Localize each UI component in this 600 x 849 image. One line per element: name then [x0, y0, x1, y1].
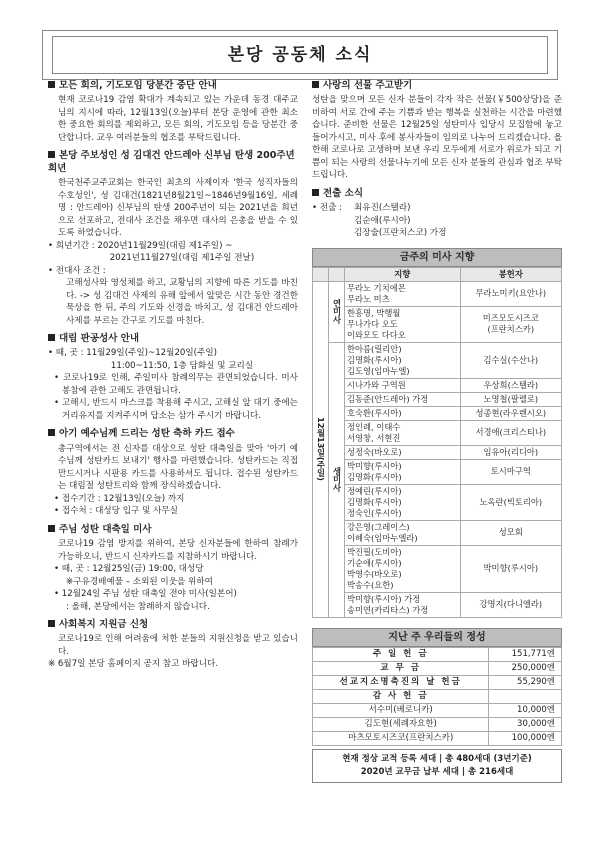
offertory-label: 선교지소명축진의 날 헌금 [313, 675, 489, 689]
transfer-name: 김순애(루시아) [354, 215, 411, 226]
intention-row [313, 520, 562, 545]
offerer-cell: 김수실(수산나) [460, 342, 561, 378]
transfer-label: • 전출 : [312, 203, 343, 214]
card-period: • 접수기간 : 12월13일(오늘) 까지 [54, 493, 185, 504]
intent-cell: 박미향(루시아) 김명화(루시아) [345, 459, 461, 484]
mass-intentions-table [312, 267, 562, 618]
page-title: 본당 공동체 소식 [227, 44, 373, 65]
mass-date: 12월13일(주일) [313, 281, 329, 617]
offerer-cell: 서경애(크리스티나) [460, 420, 561, 445]
thanks-offering-row [313, 717, 562, 731]
offertory-row [313, 647, 562, 661]
donor-amount: 30,000엔 [489, 717, 562, 731]
offerer-cell: 노명철(팔렐로) [460, 392, 561, 406]
transfer-name: 최유진(스텔라) [354, 203, 411, 214]
mass-time: • 때, 곳 : 12월25일(금) 19:00, 대성당 [54, 564, 204, 575]
square-bullet-icon [312, 81, 319, 88]
right-column [312, 80, 562, 783]
intent-cell: 강은영(그레이스) 이혜숙(임마누엘라) [345, 520, 461, 545]
intention-row [313, 545, 562, 592]
intent-cell: 호숙환(루시아) [345, 406, 461, 420]
confession-time: • 때, 곳 : 11월29일(주일)~12월20일(주일) [48, 348, 217, 359]
offertory-row [313, 675, 562, 689]
offertory-table [312, 647, 562, 746]
registered-households: 현재 정상 교적 등록 세대 | 총 480세대 (3년기준) [342, 753, 532, 764]
welfare-note: ※ 6월7일 본당 홈페이지 공지 참고 바랍니다. [48, 659, 219, 670]
intention-row [313, 406, 562, 420]
square-bullet-icon [48, 81, 55, 88]
donor-name: 서수미(베로니카) [313, 703, 489, 717]
intention-row [313, 459, 562, 484]
notice-confession [48, 333, 298, 422]
parish-stats [312, 749, 562, 783]
donor-amount: 100,000엔 [489, 731, 562, 745]
offerer-cell: 미즈모도시즈코 (프란치스카) [460, 306, 561, 342]
tithe-households: 2020년 교무금 납부 세대 | 총 216세대 [360, 766, 514, 777]
indulgence-condition: 고해성사와 영성체를 하고, 교황님의 지향에 따른 기도를 바친다. -> 성 김대건 사제의 유해 앞에서 앞맞은 시간 동안 경건한 묵상을 한 뒤, 주의 기도와 신경을 바치고, 성 김대건 안드레아 사제를 부르는 간구로 기도를 마친다. [66, 278, 298, 326]
section-heading: 주님 성탄 대축일 미사 [59, 523, 152, 535]
offerer-cell: 박미향(루시아) [460, 545, 561, 592]
square-bullet-icon [48, 525, 55, 532]
thanks-offering-header [313, 689, 562, 703]
intent-cell: 성정숙(바오로) [345, 445, 461, 459]
section-body: 현재 코로나19 감염 확대가 계속되고 있는 가운데 동경 대주교님의 지시에 따라, 12월13일(오늘)부터 본당 운영에 관한 최소한 중요한 회의를 제외하고, 모든 회의, 기도모임 등을 당분간 중단합니다. 교우 여러분들의 협조를 부탁드립니다. [58, 95, 298, 143]
notice-jubilee [48, 150, 298, 327]
intention-row [313, 281, 562, 306]
offertory-amount: 250,000엔 [489, 661, 562, 675]
square-bullet-icon [48, 151, 55, 158]
intent-cell: 한아름(릴리안) 김명화(루시아) 김도영(임마누엘) [345, 342, 461, 378]
section-heading: 아기 예수님께 드리는 성탄 축하 카드 접수 [59, 428, 235, 440]
offerer-cell: 성모회 [460, 520, 561, 545]
section-body: 코로나19로 인해 어려움에 처한 분들의 지원신청을 받고 있습니다. [58, 634, 298, 657]
notice-christmas-card [48, 428, 298, 517]
section-heading: 대림 판공성사 안내 [59, 333, 140, 345]
square-bullet-icon [312, 189, 319, 196]
offertory-label: 주 일 헌 금 [313, 647, 489, 661]
offertory-amount: 55,290엔 [489, 675, 562, 689]
intention-row [313, 342, 562, 378]
offertory-row [313, 661, 562, 675]
mass-offering-note: ※구유경배예물 – 소외된 이웃을 위하여 [66, 576, 213, 587]
section-heading: 사회복지 지원금 신청 [59, 619, 149, 631]
offerer-cell: 무라노미키(요안나) [460, 281, 561, 306]
confession-note-1: • 코로나19로 인해, 주일미사 참례의무는 관면되었습니다. 미사봉참에 관한 고해도 관면됩니다. [54, 373, 298, 396]
title-inner-frame [52, 36, 548, 74]
offerer-cell: 토시마구역 [460, 459, 561, 484]
donor-name: 마츠모토시즈코(프란치스카) [313, 731, 489, 745]
intent-cell: 김동준(안드레아) 가정 [345, 392, 461, 406]
section-heading: 전출 소식 [323, 187, 364, 199]
indulgence-condition-label: • 전대사 조건 : [48, 265, 106, 276]
section-heading: 본당 주보성인 성 김대건 안드레아 신부님 탄생 200주년 희년 [48, 150, 295, 174]
offerer-cell: 강명지(다니엘라) [460, 592, 561, 617]
section-body: 한국천주교주교회는 한국인 최초의 사제이자 '한국 성직자들의 수호성인', 성 김대건(1821년8월21일~1846년9월16일, 세례명 : 안드레아) 신부님의 탄생 200주년이 되는 2021년을 희년으로 선포하고, 전대사 조건을 채우면 대사의 은총을 받을 수 있도록 하였습니다. [58, 178, 298, 239]
notice-gift-exchange [312, 80, 562, 182]
donor-amount: 10,000엔 [489, 703, 562, 717]
section-body: 총구역에서는 전 신자를 대상으로 성탄 대축일을 맞아 '아기 예수님께 성탄카드 보내기' 행사를 마련했습니다. 성탄카드는 직접 만드시거나 시판용 카드를 사용하셔도 됩니다. 접수된 성탄카드는 대림절 성탄트리와 함께 장식하겠습니다. [58, 443, 298, 492]
mass-intentions-title: 금주의 미사 지향 [312, 248, 562, 267]
intention-row [313, 445, 562, 459]
header-offerer: 봉헌자 [460, 267, 561, 281]
donor-name: 김도현(세례자요한) [313, 717, 489, 731]
thanks-offering-label: 감 사 헌 금 [313, 689, 489, 703]
eve-mass: • 12월24일 주님 성탄 대축일 전야 미사(일본어) [54, 589, 237, 600]
offerer-cell: 임유아(리디아) [460, 445, 561, 459]
section-body: 코로나19 감염 방지를 위하여, 본당 신자분들에 한하여 참례가 가능하오니, 반드시 신자카드를 지참하시기 바랍니다. [58, 539, 298, 562]
card-place: • 접수처 : 대성당 입구 및 사무실 [54, 506, 178, 517]
thanks-offering-row [313, 731, 562, 745]
square-bullet-icon [48, 620, 55, 627]
intention-row [313, 306, 562, 342]
offertory-amount: 151,771엔 [489, 647, 562, 661]
offertory-title: 지난 주 우리들의 정성 [312, 628, 562, 647]
transfer-name: 김장술(프란치스코) 가정 [354, 228, 447, 239]
thanks-offering-blank [489, 689, 562, 703]
left-column [48, 80, 298, 677]
notice-christmas-mass [48, 524, 298, 613]
intention-row [313, 392, 562, 406]
offerer-cell: 노옥란(빅토리아) [460, 484, 561, 520]
notice-transfer [312, 188, 562, 240]
section-body: 성탄을 맞으며 모든 신자 분들이 각자 작은 선물(￥500상당)을 준비하여 서로 간에 주는 기쁨과 받는 행복을 실천하는 시간을 마련했습니다. 준비한 선물은 12월25일 성탄미사 입당시 모집함에 놓고 들어가시고, 미사 후에 봉사자들이 임의로 나누어 드리겠습니다. 올 한해 코로나로 고생하며 보낸 우리 모두에게 서로가 위로가 되고 기쁨이 되는 사랑의 선물나누기에 모든 신자 분들의 관심과 협조 부탁드립니다. [312, 95, 562, 181]
intent-cell: 한흥명, 박행월 무나가다 오도 이와모도 다다오 [345, 306, 461, 342]
thanks-offering-row [313, 703, 562, 717]
offerer-cell: 성종현(라우렌시오) [460, 406, 561, 420]
group-requiem: 연미사 [329, 281, 345, 342]
header-intent: 지향 [345, 267, 461, 281]
title-frame [42, 30, 558, 80]
intent-cell: 정예린(루시아) 김명화(루시아) 정숙인(루시아) [345, 484, 461, 520]
offerer-cell: 우상희(스텔라) [460, 378, 561, 392]
intent-cell: 시나가와 구역원 [345, 378, 461, 392]
confession-note-2: • 고해시, 반드시 마스크를 착용해 주시고, 고해실 앞 대기 중에는 거리유지를 지켜주시며 답소는 삼가 주시기 바랍니다. [54, 398, 298, 421]
intent-cell: 박미향(루시아) 가정 송미연(카리타스) 가정 [345, 592, 461, 617]
confession-place: 11:00~11:50, 1층 담화실 및 교리실 [110, 360, 254, 371]
intent-cell: 무라노 기치에몬 무라노 미츠 [345, 281, 461, 306]
intention-row [313, 484, 562, 520]
mass-intentions [312, 248, 562, 618]
intention-row [313, 420, 562, 445]
offertory-label: 교 무 금 [313, 661, 489, 675]
section-heading: 사랑의 선물 주고받기 [323, 80, 413, 91]
section-heading: 모든 회의, 기도모임 당분간 중단 안내 [59, 80, 217, 91]
intention-row [313, 592, 562, 617]
jubilee-period: • 희년기간 : 2020년11월29일(대림 제1주일) ~ [48, 240, 233, 251]
square-bullet-icon [48, 429, 55, 436]
square-bullet-icon [48, 334, 55, 341]
intent-cell: 정인례, 이태수 서영창, 서현진 [345, 420, 461, 445]
group-living: 생미사 [329, 342, 345, 617]
jubilee-period-end: 2021년11월27일(대림 제1주일 전날) [109, 253, 255, 264]
eve-mass-note: : 올해, 본당에서는 참례하지 않습니다. [66, 601, 210, 612]
notice-meetings-suspended [48, 80, 298, 144]
intention-row [313, 378, 562, 392]
notice-welfare [48, 619, 298, 671]
intent-cell: 박진필(도비아) 기순애(루시아) 박영수(바오로) 박송수(요한) [345, 545, 461, 592]
